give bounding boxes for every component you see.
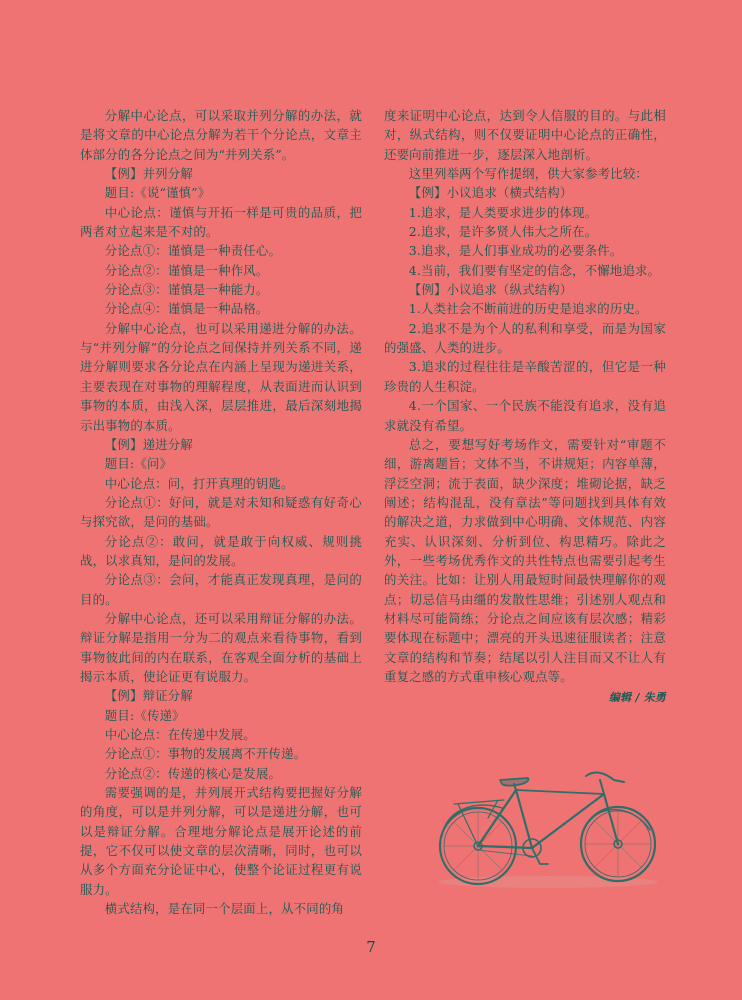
example-heading: 【例】并列分解 — [104, 166, 193, 182]
paragraph: 分解中心论点，也可以采用递进分解的办法。与“并列分解”的分论点之间保持并列关系不同，递进分解则要求各分论点在内涵上呈现为递进关系，主要表现在对事物的理解程度，从表面进而认识到事物的本质，由浅入深，层层推进，最后深刻地揭示出事物的本质。 — [80, 320, 362, 433]
outline-item: 4.当前，我们要有坚定的信念，不懈地追求。 — [408, 262, 661, 278]
example-heading: 【例】递进分解 — [104, 436, 193, 452]
sub-argument: 分论点①：事物的发展离不开传递。 — [104, 746, 307, 762]
editor-credit: 编辑 / 朱勇 — [608, 691, 666, 705]
page-number: 7 — [366, 938, 376, 956]
outline-item: 3.追求的过程往往是辛酸苦涩的，但它是一种珍贵的人生积淀。 — [384, 359, 666, 394]
left-column — [80, 106, 362, 918]
paragraph: 横式结构，是在同一个层面上，从不同的角 — [104, 901, 345, 917]
outline-item: 1.追求，是人类要求进步的体现。 — [408, 204, 598, 220]
paragraph: 度来证明中心论点，达到令人信服的目的。与此相对，纵式结构，则不仅要证明中心论点的正确性，还要向前推进一步，逐层深入地剖析。 — [384, 108, 666, 162]
sub-argument: 分论点②：敢问，就是敢于向权威、规则挑战，以求真知，是问的发展。 — [80, 533, 362, 568]
example-title: 题目:《说“谨慎”》 — [104, 185, 211, 201]
example-title: 题目:《问》 — [104, 456, 173, 472]
outline-item: 4.一个国家、一个民族不能没有追求，没有追求就没有希望。 — [384, 398, 666, 433]
sub-argument: 分论点②：传递的核心是发展。 — [104, 765, 282, 781]
sub-argument: 分论点②：谨慎是一种作风。 — [104, 262, 269, 278]
right-column — [384, 106, 666, 708]
paragraph: 分解中心论点，还可以采用辩证分解的办法。辩证分解是指用一分为二的观点来看待事物，看到事物彼此间的内在联系，在客观全面分析的基础上揭示本质，使论证更有说服力。 — [80, 610, 362, 684]
paragraph: 这里列举两个写作提纲，供大家参考比较： — [408, 166, 649, 182]
central-argument: 中心论点：问，打开真理的钥匙。 — [104, 475, 294, 491]
example-title: 题目:《传递》 — [104, 707, 185, 723]
paragraph: 需要强调的是，并列展开式结构要把握好分解的角度，可以是并列分解，可以是递进分解，也可以是辩证分解。合理地分解论点是展开论述的前提，它不仅可以使文章的层次清晰，同时，也可以从多个方面充分论证中心，使整个论证过程更有说服力。 — [80, 785, 362, 897]
outline-item: 3.追求，是人们事业成功的必要条件。 — [408, 243, 623, 259]
central-argument: 中心论点：在传递中发展。 — [104, 727, 256, 742]
sub-argument: 分论点③：会问，才能真正发现真理，是问的目的。 — [80, 572, 362, 607]
outline-item: 2.追求，是许多贤人伟大之所在。 — [408, 224, 598, 240]
sub-argument: 分论点①：好问，就是对未知和疑惑有好奇心与探究欲，是问的基础。 — [80, 494, 362, 530]
paragraph: 总之，要想写好考场作文，需要针对“审题不细，游离题旨；文体不当，不讲规矩；内容单薄，浮泛空洞；流于表面，缺少深度；堆砌论据，缺乏阐述；结构混乱，没有章法”等问题找到具体有效的解决之道，力求做到中心明确、文体规范、内容充实、认识深刻、分析到位、构思精巧。除此之外，一些考场优秀作文的共性特点也需要引起考生的关注。比如：让别人用最短时间最快理解你的观点；切忌信马由缰的发散性思维；引述别人观点和材料尽可能简练；分论点之间应该有层次感；精彩要体现在标题中；漂亮的开头迅速征服读者；注意文章的结构和节奏；结尾以引人注目而又不让人有重复之感的方式重申核心观点等。 — [384, 436, 666, 684]
sub-argument: 分论点③：谨慎是一种能力。 — [104, 282, 269, 298]
central-argument: 中心论点：谨慎与开拓一样是可贵的品质，把两者对立起来是不对的。 — [80, 204, 362, 240]
sub-argument: 分论点①：谨慎是一种责任心。 — [104, 243, 282, 259]
bicycle-illustration — [428, 756, 664, 896]
example-heading: 【例】小议追求（横式结构） — [408, 185, 573, 201]
outline-item: 1.人类社会不断前进的历史是追求的历史。 — [408, 301, 648, 317]
outline-item: 2.追求不是为个人的私利和享受，而是为国家的强盛、人类的进步。 — [384, 320, 666, 356]
example-heading: 【例】小议追求（纵式结构） — [408, 282, 573, 298]
example-heading: 【例】辩证分解 — [104, 688, 193, 704]
sub-argument: 分论点④：谨慎是一种品格。 — [104, 301, 269, 317]
paragraph: 分解中心论点，可以采取并列分解的办法，就是将文章的中心论点分解为若干个分论点，文章主体部分的各分论点之间为“并列关系”。 — [80, 108, 362, 162]
